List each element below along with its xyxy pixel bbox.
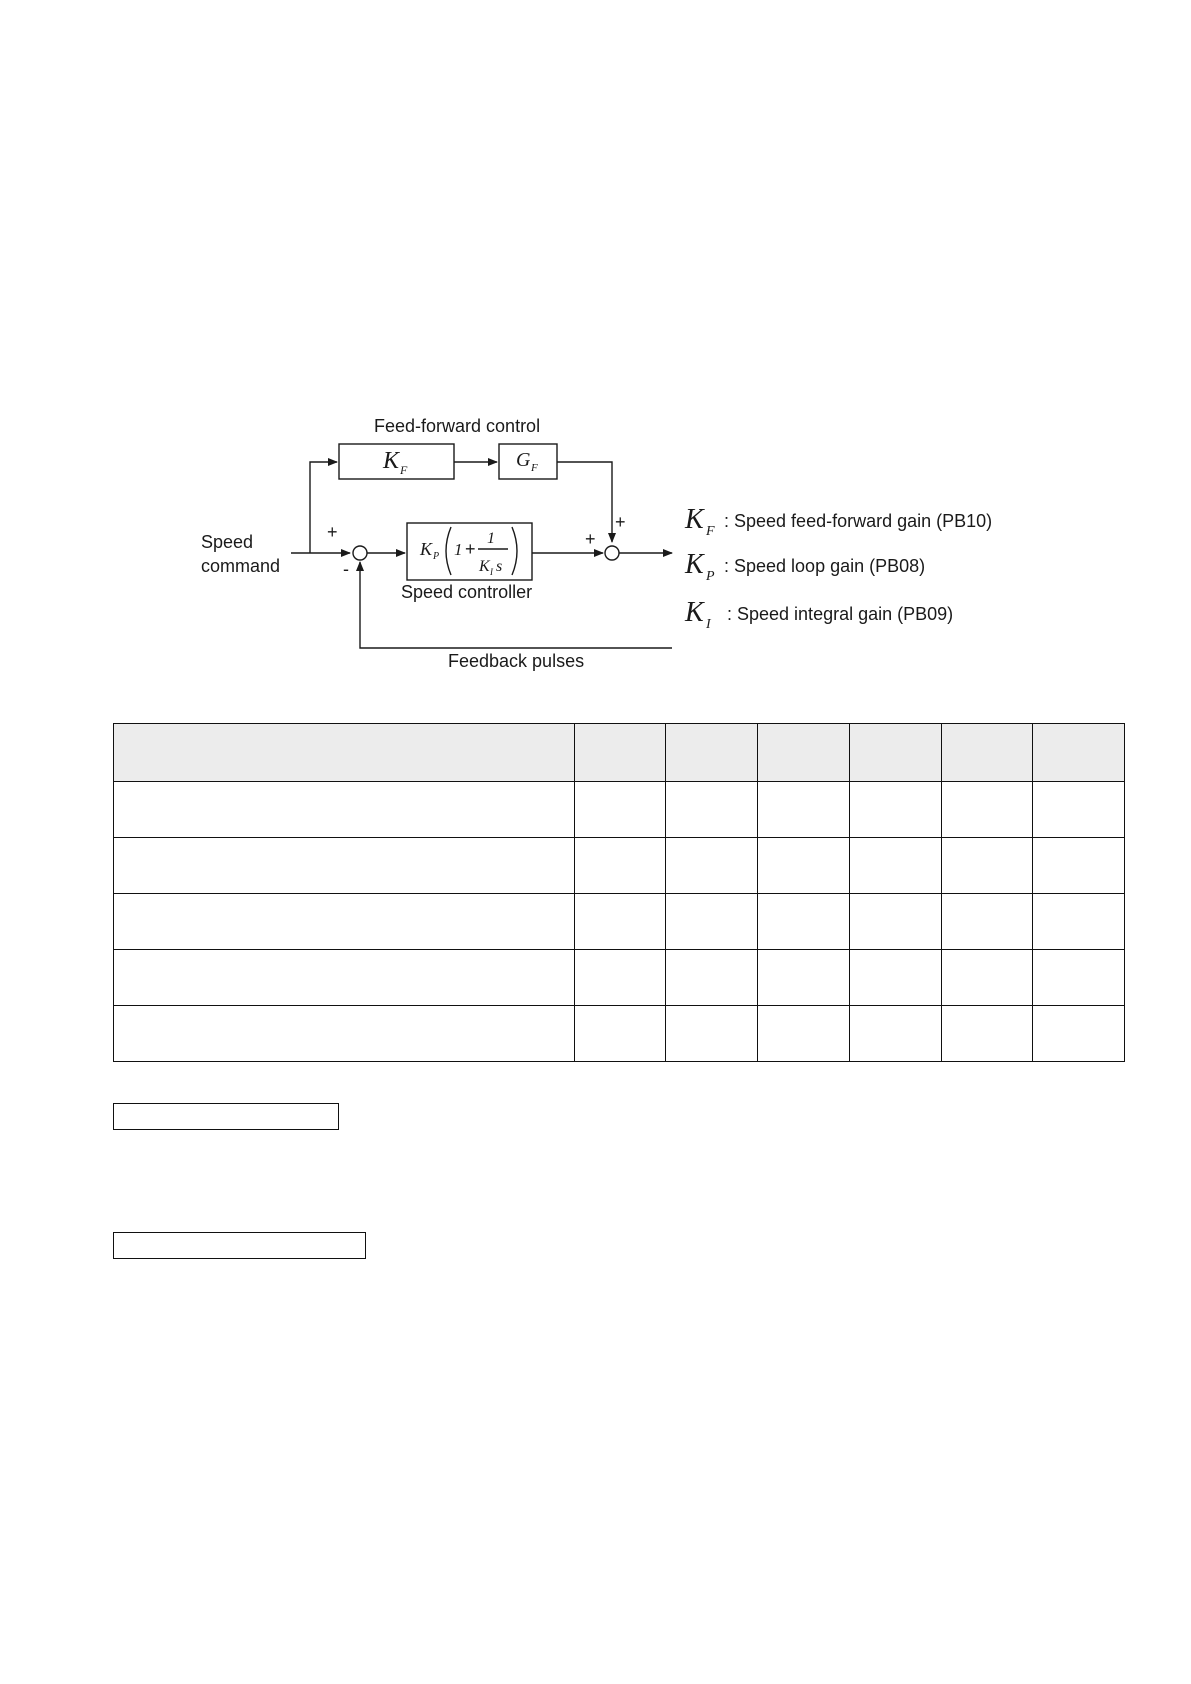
summing-junction-2 xyxy=(605,546,619,560)
table-cell xyxy=(758,894,850,950)
table-cell xyxy=(574,950,666,1006)
speed-controller-label: Speed controller xyxy=(401,582,533,602)
sum2-plus-top-sign: + xyxy=(615,512,626,532)
table-cell xyxy=(758,950,850,1006)
table-cell xyxy=(666,950,758,1006)
legend-kf-text: : Speed feed-forward gain (PB10) xyxy=(724,511,993,531)
controller-kp-symbol: K xyxy=(420,539,433,559)
table-row xyxy=(114,782,1125,838)
table-cell xyxy=(941,782,1033,838)
table-header-cell xyxy=(114,724,575,782)
table-row xyxy=(114,894,1125,950)
legend-kf xyxy=(684,504,992,539)
controller-one: 1 xyxy=(454,540,463,559)
table-cell xyxy=(114,894,575,950)
table-cell xyxy=(1033,782,1125,838)
table-header-cell xyxy=(758,724,850,782)
blank-label-box xyxy=(113,1103,339,1130)
feed-forward-title: Feed-forward control xyxy=(374,416,541,436)
table-cell xyxy=(941,1006,1033,1062)
table-cell xyxy=(849,1006,941,1062)
kf-block-subscript: F xyxy=(400,463,408,477)
table-cell xyxy=(666,894,758,950)
table-cell xyxy=(666,782,758,838)
table-row xyxy=(114,838,1125,894)
sum1-plus-sign: + xyxy=(327,522,338,542)
table-cell xyxy=(1033,1006,1125,1062)
legend-ki xyxy=(684,597,953,632)
table-cell xyxy=(114,782,575,838)
table-cell xyxy=(574,782,666,838)
table-header-cell xyxy=(1033,724,1125,782)
table-header-cell xyxy=(849,724,941,782)
table-cell xyxy=(1033,950,1125,1006)
table-cell xyxy=(574,1006,666,1062)
table-cell xyxy=(758,782,850,838)
table-header-row xyxy=(114,724,1125,782)
table-cell xyxy=(114,1006,575,1062)
table-cell xyxy=(849,950,941,1006)
table-cell xyxy=(114,950,575,1006)
table-cell xyxy=(574,894,666,950)
table-cell xyxy=(941,838,1033,894)
legend-kf-symbol: K xyxy=(685,504,704,535)
sum2-plus-left-sign: + xyxy=(585,529,596,549)
table-header-cell xyxy=(941,724,1033,782)
controller-ki-symbol: K xyxy=(479,558,490,575)
legend-kp-subscript: P xyxy=(706,569,715,584)
legend-kp xyxy=(684,549,925,584)
table-cell xyxy=(114,838,575,894)
input-label-speed: Speed xyxy=(201,532,254,552)
table-cell xyxy=(758,1006,850,1062)
parameter-table xyxy=(113,723,1125,1062)
table-cell xyxy=(666,1006,758,1062)
controller-plus: + xyxy=(465,539,476,559)
table-cell xyxy=(1033,894,1125,950)
legend-kp-text: : Speed loop gain (PB08) xyxy=(724,556,926,576)
blank-label-box xyxy=(113,1232,366,1259)
controller-s: s xyxy=(496,558,503,575)
controller-ki-subscript: I xyxy=(490,567,493,577)
sum1-minus-sign: - xyxy=(343,559,349,579)
legend-kp-symbol: K xyxy=(685,549,704,580)
controller-kp-subscript: P xyxy=(433,551,440,562)
speed-control-block-diagram xyxy=(0,0,1191,700)
table-cell xyxy=(574,838,666,894)
table-cell xyxy=(666,838,758,894)
table-cell xyxy=(849,838,941,894)
kf-block-symbol: K xyxy=(383,448,400,474)
legend-ki-symbol: K xyxy=(685,597,704,628)
table-row xyxy=(114,950,1125,1006)
table-cell xyxy=(758,838,850,894)
table-cell xyxy=(849,894,941,950)
table-cell xyxy=(941,950,1033,1006)
legend-ki-text: : Speed integral gain (PB09) xyxy=(727,604,954,624)
table-header-cell xyxy=(574,724,666,782)
input-label-command: command xyxy=(201,556,281,576)
gf-block-subscript: F xyxy=(531,462,538,474)
table-row xyxy=(114,1006,1125,1062)
table-header-cell xyxy=(666,724,758,782)
gf-block-symbol: G xyxy=(516,449,531,471)
table-cell xyxy=(941,894,1033,950)
table-cell xyxy=(849,782,941,838)
table-cell xyxy=(1033,838,1125,894)
legend-kf-subscript: F xyxy=(706,524,715,539)
legend-ki-subscript: I xyxy=(706,617,711,632)
feedback-pulses-label: Feedback pulses xyxy=(448,651,585,671)
controller-numerator: 1 xyxy=(487,530,495,547)
summing-junction-1 xyxy=(353,546,367,560)
